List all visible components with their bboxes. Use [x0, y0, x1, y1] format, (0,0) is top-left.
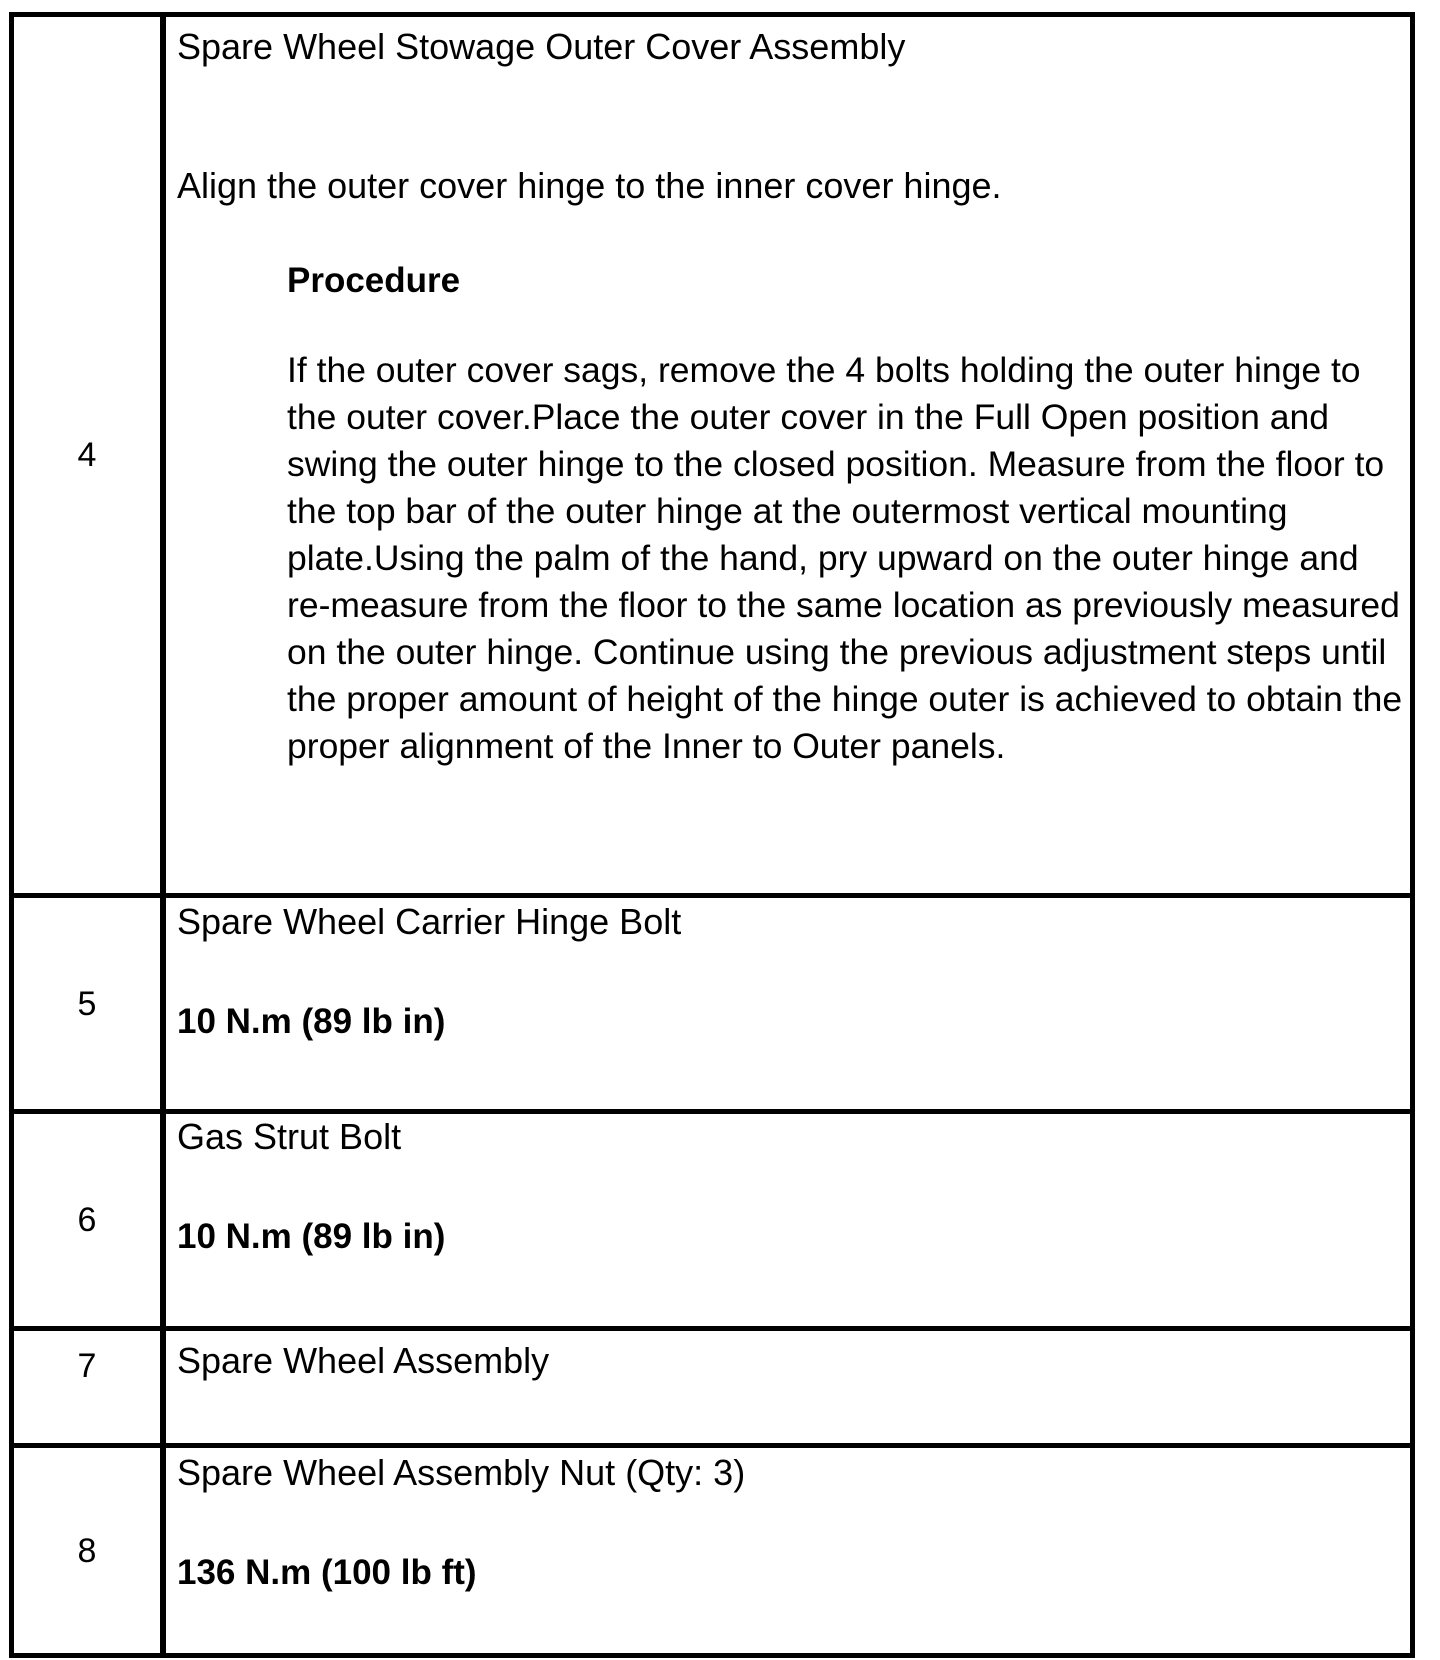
- step-number: 4: [14, 17, 166, 893]
- table-row-step-8: [14, 1443, 1410, 1653]
- alignment-instruction: Align the outer cover hinge to the inner cover hinge.: [177, 165, 1002, 206]
- torque-spec: 10 N.m (89 lb in): [177, 1217, 446, 1256]
- table-row-step-5: [14, 893, 1410, 1109]
- step-content: [172, 1331, 1410, 1443]
- step-number: 7: [14, 1331, 166, 1443]
- component-title: Spare Wheel Stowage Outer Cover Assembly: [177, 26, 906, 67]
- component-title: Spare Wheel Assembly Nut (Qty: 3): [177, 1452, 746, 1493]
- component-title: Gas Strut Bolt: [177, 1116, 402, 1157]
- step-content: [172, 1448, 1410, 1653]
- table-row-step-4: [14, 17, 1410, 893]
- procedure-heading: Procedure: [287, 261, 461, 300]
- component-title: Spare Wheel Carrier Hinge Bolt: [177, 901, 682, 942]
- step-number: 5: [14, 898, 166, 1109]
- step-number: 6: [14, 1114, 166, 1326]
- procedure-text: If the outer cover sags, remove the 4 bolts holding the outer hinge to the outer cover.Place the outer cover in the Full Open position and swing the outer hinge to the closed position. Measure from the floor to the top bar of the outer hinge at the outermost vertical mounting plate.Using the palm of the hand, pry upward on the outer hinge and re-measure from the floor to the same location as previously measured on the outer hinge. Continue using the previous adjustment steps until the proper amount of height of the hinge outer is achieved to obtain the proper alignment of the Inner to Outer panels.: [287, 350, 1403, 766]
- component-title: Spare Wheel Assembly: [177, 1340, 550, 1381]
- torque-spec: 136 N.m (100 lb ft): [177, 1553, 477, 1592]
- table-row-step-7: [14, 1326, 1410, 1443]
- step-content: [172, 17, 1410, 893]
- step-content: [172, 1114, 1410, 1326]
- procedure-table: [9, 12, 1415, 1658]
- torque-spec: 10 N.m (89 lb in): [177, 1002, 446, 1041]
- table-row-step-6: [14, 1109, 1410, 1326]
- step-number: 8: [14, 1448, 166, 1653]
- step-content: [172, 898, 1410, 1109]
